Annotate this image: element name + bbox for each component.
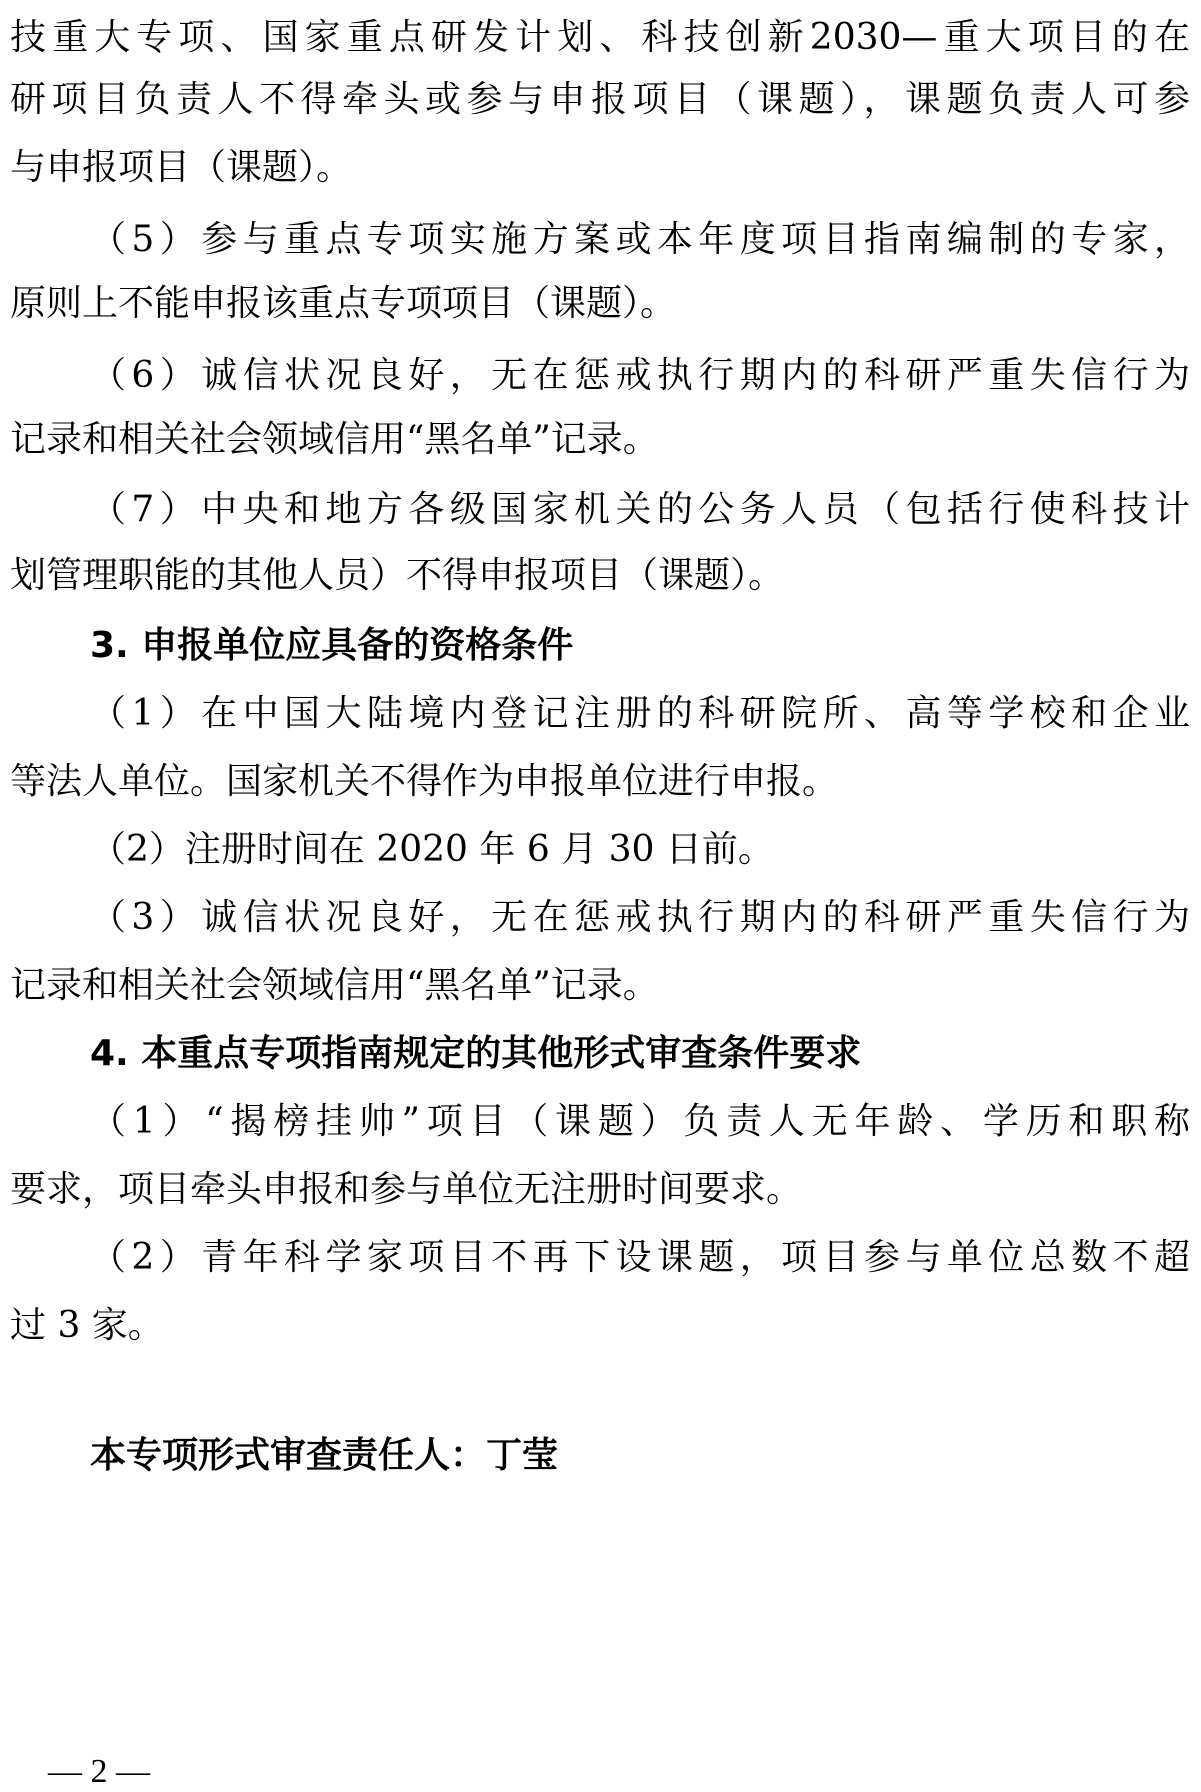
page-number: — 2 — xyxy=(48,1753,150,1790)
section-heading: 4. 本重点专项指南规定的其他形式审查条件要求 xyxy=(90,1033,862,1074)
body-line: 与申报项目（课题）。 xyxy=(10,147,353,188)
body-line: 等法人单位。国家机关不得作为申报单位进行申报。 xyxy=(10,761,839,802)
section-heading: 3. 申报单位应具备的资格条件 xyxy=(90,625,574,666)
body-line: 划管理职能的其他人员）不得申报项目（课题）。 xyxy=(10,555,785,596)
body-line: （1）“揭榜挂帅”项目（课题）负责人无年龄、学历和职称 xyxy=(90,1101,1190,1142)
responsible-person-line: 本专项形式审查责任人：丁莹 xyxy=(90,1435,559,1476)
body-line: （5）参与重点专项实施方案或本年度项目指南编制的专家， xyxy=(90,219,1190,260)
body-line: 研项目负责人不得牵头或参与申报项目（课题），课题负责人可参 xyxy=(10,79,1190,120)
body-line: 记录和相关社会领域信用“黑名单”记录。 xyxy=(10,419,659,460)
body-line: （6）诚信状况良好，无在惩戒执行期内的科研严重失信行为 xyxy=(90,355,1190,396)
body-line: （1）在中国大陆境内登记注册的科研院所、高等学校和企业 xyxy=(90,693,1190,734)
body-line: 原则上不能申报该重点专项项目（课题）。 xyxy=(10,283,677,324)
body-line: （3）诚信状况良好，无在惩戒执行期内的科研严重失信行为 xyxy=(90,897,1190,938)
body-line: 记录和相关社会领域信用“黑名单”记录。 xyxy=(10,965,659,1006)
body-line: 过 3 家。 xyxy=(10,1305,164,1346)
body-line: （2）注册时间在 2020 年 6 月 30 日前。 xyxy=(90,829,774,870)
body-line: （2）青年科学家项目不再下设课题，项目参与单位总数不超 xyxy=(90,1237,1190,1278)
body-line: 技重大专项、国家重点研发计划、科技创新2030—重大项目的在 xyxy=(10,17,1190,58)
body-line: （7）中央和地方各级国家机关的公务人员（包括行使科技计 xyxy=(90,489,1190,530)
body-line: 要求，项目牵头申报和参与单位无注册时间要求。 xyxy=(10,1169,803,1210)
